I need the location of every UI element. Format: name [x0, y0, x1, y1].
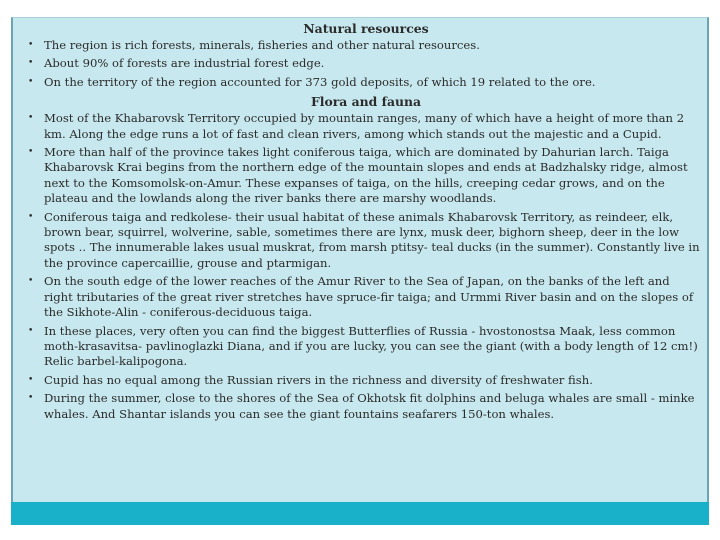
list-item-text: Most of the Khabarovsk Territory occupied by mountain ranges, many of which have a height of more than 2 km. Along the edge runs a lot of fast and clean rivers, among which stands out the majestic and a Cupid. [44, 111, 685, 141]
bottom-accent-bar [11, 502, 709, 525]
list-item [28, 210, 702, 272]
flora-fauna-list [28, 111, 702, 422]
bullet-icon: • [28, 211, 34, 222]
list-item-text: In these places, very often you can find the biggest Butterflies of Russia - hvostonostsa Maak, less common moth-krasavitsa- pavlinoglazki Diana, and if you are lucky, you can see the giant (with a body length of 12 cm!) Relic barbel-kalipogona. [44, 323, 698, 369]
bullet-icon: • [28, 276, 34, 287]
bullet-icon: • [28, 325, 34, 336]
bullet-icon: • [28, 58, 34, 69]
list-item [28, 373, 702, 388]
list-item-text: During the summer, close to the shores of the Sea of Okhotsk fit dolphins and beluga whales are small - minke whales. And Shantar islands you can see the giant fountains seafarers 150-ton whales. [44, 391, 695, 421]
list-item-text: More than half of the province takes light coniferous taiga, which are dominated by Dahurian larch. Taiga Khabarovsk Krai begins from the northern edge of the mountain slopes and ends at Badzhalsky ridge, almost next to the Komsomolsk-on-Amur. These expanses of taiga, on the hills, creeping cedar grows, and on the plateau and the lowlands along the river banks there are marshy woodlands. [44, 145, 688, 206]
list-item [28, 324, 702, 370]
list-item-text: About 90% of forests are industrial forest edge. [44, 56, 325, 71]
list-item [28, 274, 702, 320]
natural-resources-list [28, 38, 702, 90]
list-item-text: On the south edge of the lower reaches of the Amur River to the Sea of Japan, on the banks of the left and right tributaries of the great river stretches have spruce-fir taiga; and Urmmi River basin and on the slopes of the Sikhote-Alin - coniferous-deciduous taiga. [44, 274, 694, 320]
bullet-icon: • [28, 374, 34, 385]
bullet-icon: • [28, 113, 34, 124]
bullet-icon: • [28, 40, 34, 50]
list-item-text: On the territory of the region accounted for 373 gold deposits, of which 19 related to the ore. [44, 74, 596, 89]
list-item [28, 38, 702, 53]
list-item-text: Cupid has no equal among the Russian rivers in the richness and diversity of freshwater fish. [44, 372, 593, 387]
list-item [28, 56, 702, 71]
list-item [28, 145, 702, 207]
list-item [28, 75, 702, 90]
list-item-text: Coniferous taiga and redkolese- their usual habitat of these animals Khabarovsk Territory, as reindeer, elk, brown bear, squirrel, wolverine, sable, sometimes there are lynx, musk deer, bighorn sheep, deer in the low spots .. The innumerable lakes usual muskrat, from marsh ptitsy- teal ducks (in the summer). Constantly live in the province capercaillie, grouse and ptarmigan. [44, 209, 700, 270]
bullet-icon: • [28, 76, 34, 87]
bullet-icon: • [28, 147, 34, 158]
bullet-icon: • [28, 393, 34, 404]
list-item-text: The region is rich forests, minerals, fisheries and other natural resources. [44, 38, 480, 52]
list-item [28, 111, 702, 142]
slide-content [28, 19, 702, 425]
heading-natural-resources: Natural resources [303, 21, 429, 36]
list-item [28, 391, 702, 422]
heading-flora-and-fauna: Flora and fauna [310, 94, 422, 110]
